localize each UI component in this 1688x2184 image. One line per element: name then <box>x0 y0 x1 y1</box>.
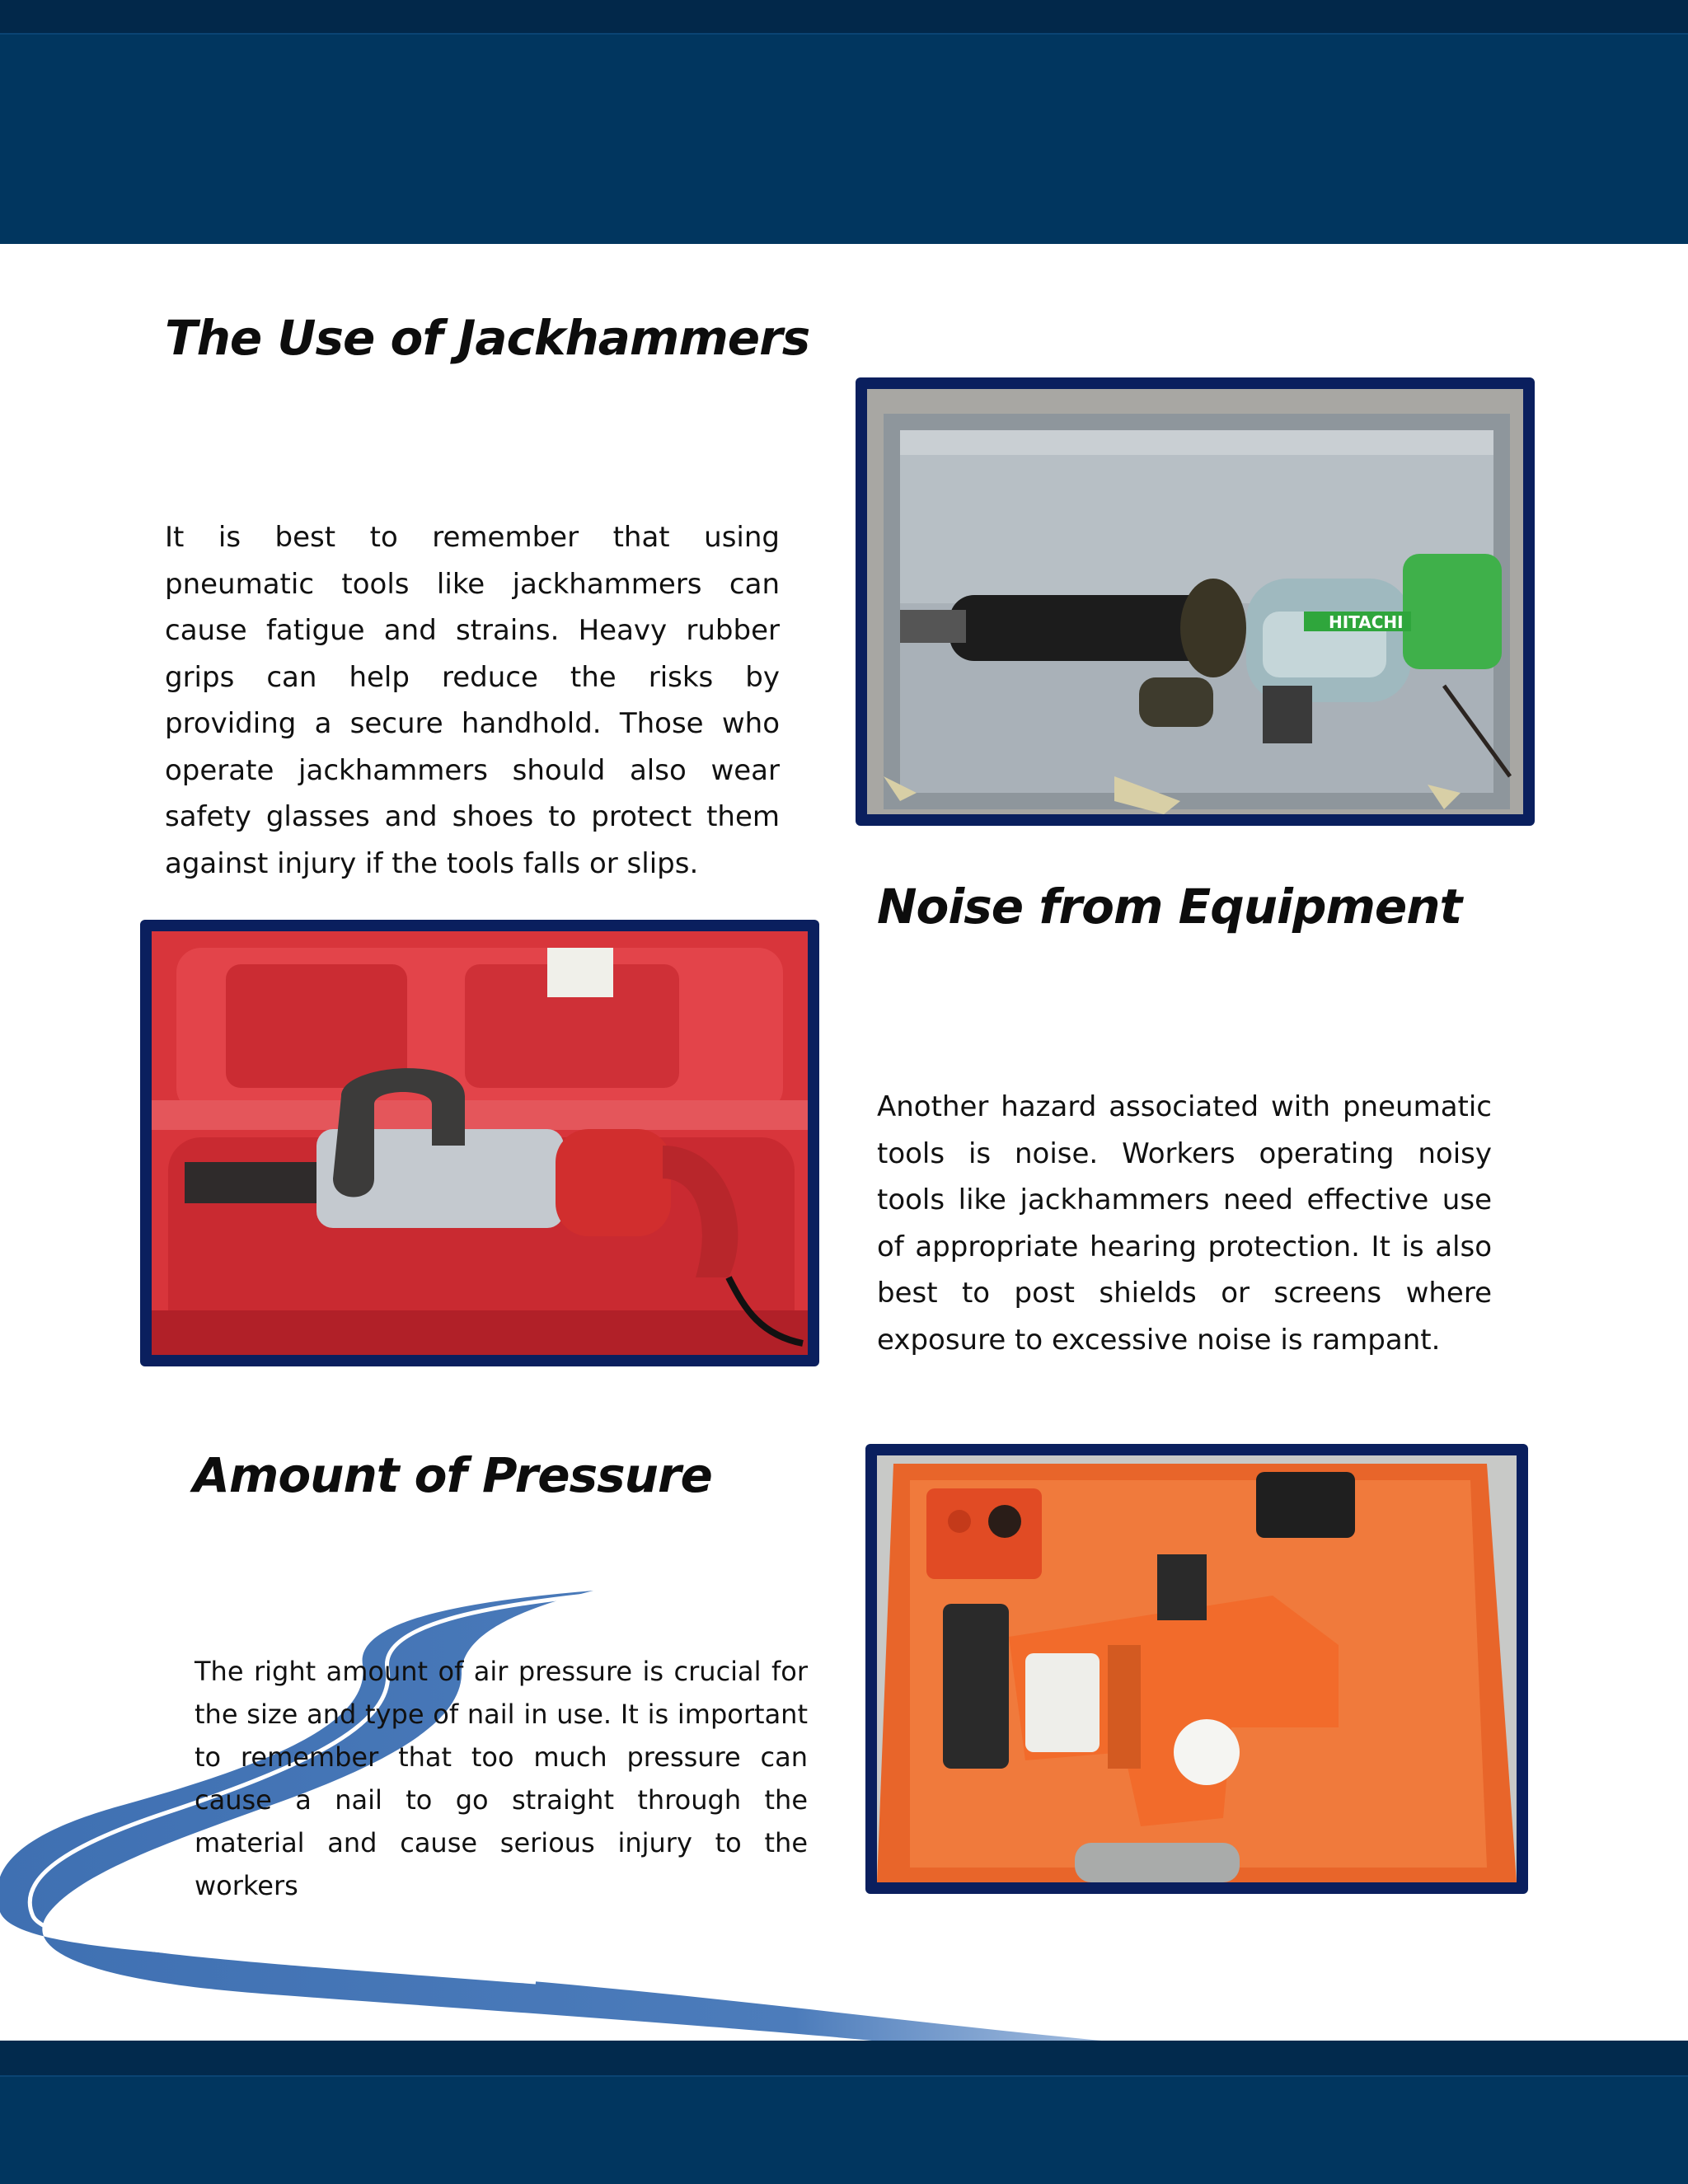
paragraph-noise: Another hazard associated with pneumatic tools is noise. Workers operating noisy tools like jackhammers need effective use of appropriate hearing protection. It is also best to post shields or screens where exposure to excessive noise is rampant. <box>877 1090 1492 1357</box>
paragraph-jackhammers: It is best to remember that using pneumatic tools like jackhammers can cause fatigue and strains. Heavy rubber grips can help reduce the risks by providing a secure handhold. Those who operate jackhammers should also wear safety glasses and shoes to protect them against injury if the tools falls or slips. <box>165 521 780 880</box>
footer-band <box>0 2041 1688 2184</box>
heading-pressure: Amount of Pressure <box>193 1447 712 1503</box>
hitachi-jackhammer-image <box>867 389 1523 814</box>
milwaukee-jackhammer-image <box>152 931 808 1355</box>
header-band <box>0 0 1688 244</box>
photo-nail-gun <box>865 1444 1528 1894</box>
hitachi-label: HITACHI <box>1329 612 1404 632</box>
footer-stripe <box>0 2041 1688 2077</box>
heading-jackhammers: The Use of Jackhammers <box>165 310 810 366</box>
paragraph-pressure: The right amount of air pressure is crucial for the size and type of nail in use. It is important to remember that too much pressure can cause a nail to go straight through the material and cause serious injury to the workers <box>195 1656 808 1901</box>
nail-gun-image <box>877 1455 1517 1882</box>
photo-hitachi-jackhammer <box>856 377 1535 826</box>
photo-milwaukee-jackhammer <box>140 920 819 1366</box>
header-stripe <box>0 0 1688 35</box>
heading-noise: Noise from Equipment <box>877 879 1462 935</box>
